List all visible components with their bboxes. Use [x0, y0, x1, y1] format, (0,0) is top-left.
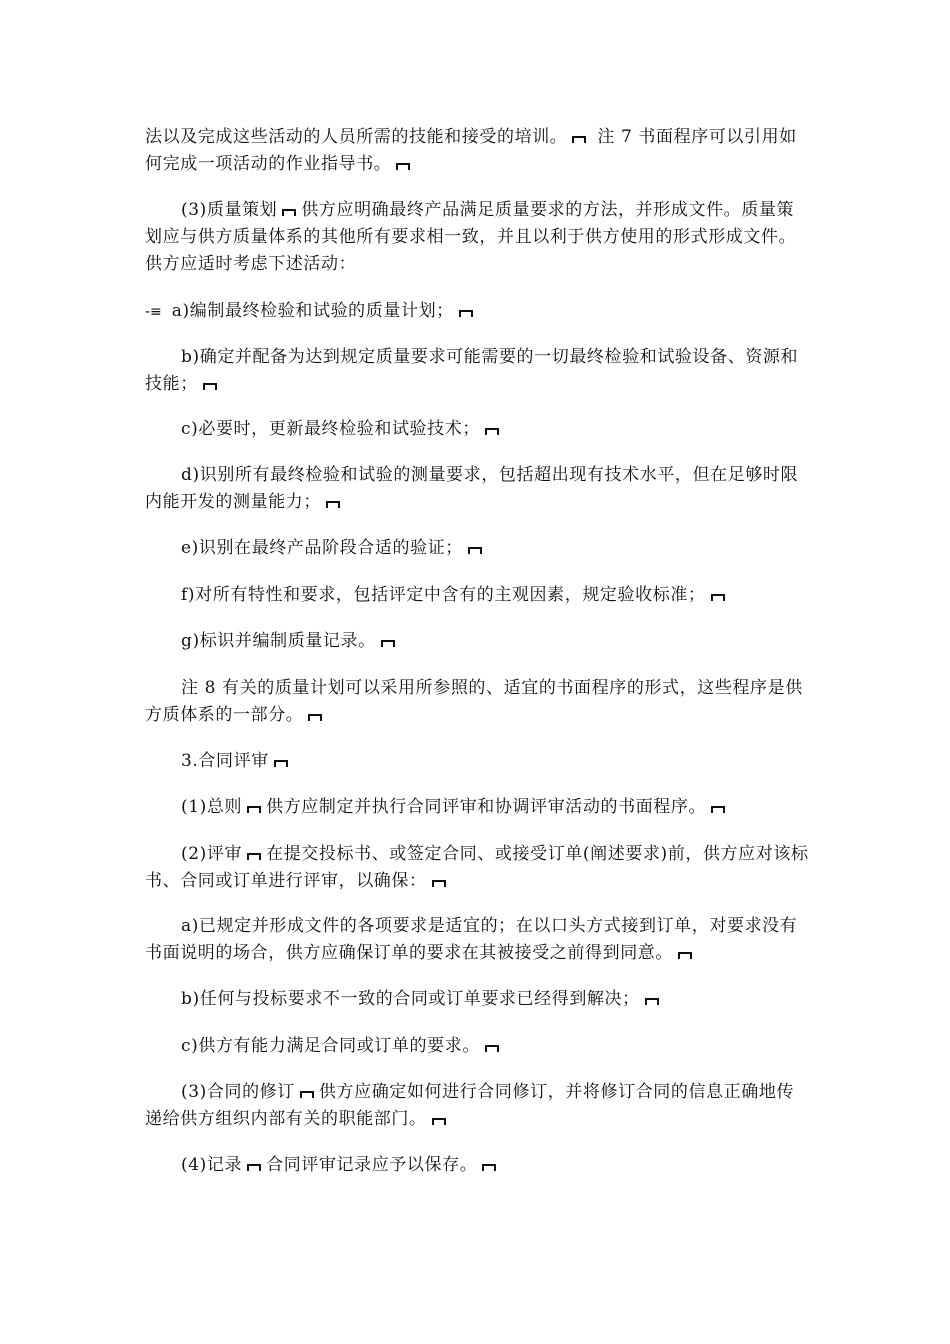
paragraph-mark-icon [282, 209, 296, 216]
paragraph-4 [145, 344, 810, 398]
paragraph-mark-icon [432, 1118, 446, 1125]
paragraph-mark-icon [678, 952, 692, 959]
paragraph-mark-icon [459, 310, 473, 317]
paragraph-mark-icon [711, 806, 725, 813]
paragraph-15 [145, 986, 810, 1013]
paragraph-13 [145, 841, 810, 895]
paragraph-mark-icon [300, 1091, 314, 1098]
paragraph-5-text: c)必要时，更新最终检验和试验技术； [181, 419, 480, 439]
paragraph-14 [145, 913, 810, 967]
paragraph-3 [145, 298, 810, 326]
paragraph-13-heading: (2)评审 [181, 844, 243, 864]
paragraph-17-text: 供方应确定如何进行合同修订，并将修订合同的信息正确地传递给供方组织内部有关的职能部门。 [145, 1082, 795, 1129]
paragraph-12-text: 供方应制定并执行合同评审和协调评审活动的书面程序。 [266, 797, 707, 817]
list-bullet-icon: -≡ [145, 304, 162, 320]
paragraph-1-text-a: 法以及完成这些活动的人员所需的技能和接受的培训。 [145, 127, 568, 147]
paragraph-16-text: c)供方有能力满足合同或订单的要求。 [181, 1036, 480, 1056]
paragraph-8-text: f)对所有特性和要求，包括评定中含有的主观因素，规定验收标准； [181, 585, 706, 605]
paragraph-17-heading: (3)合同的修订 [181, 1082, 295, 1102]
paragraph-6-text: d)识别所有最终检验和试验的测量要求，包括超出现有技术水平，但在足够时限内能开发的测量能力； [145, 465, 799, 512]
paragraph-10-text: 注 8 有关的质量计划可以采用所参照的、适宜的书面程序的形式，这些程序是供方质体系的一部分。 [145, 678, 803, 725]
paragraph-1-note: 注 7 书面程序可以引用如何完成一项活动的作业指导书。 [145, 127, 797, 174]
section-heading-text: 3.合同评审 [181, 751, 269, 771]
paragraph-18-heading: (4)记录 [181, 1155, 243, 1175]
paragraph-13-text: 在提交投标书、或签定合同、或接受订单(阐述要求)前，供方应对该标书、合同或订单进行评审，以确保： [145, 844, 809, 891]
paragraph-mark-icon [468, 547, 482, 554]
paragraph-mark-icon [247, 806, 261, 813]
paragraph-7-text: e)识别在最终产品阶段合适的验证； [181, 538, 463, 558]
paragraph-5 [145, 416, 810, 443]
paragraph-6 [145, 462, 810, 516]
section-heading [145, 748, 810, 775]
paragraph-12-heading: (1)总则 [181, 797, 243, 817]
paragraph-mark-icon [203, 383, 217, 390]
paragraph-mark-icon [396, 163, 410, 170]
paragraph-12 [145, 794, 810, 821]
paragraph-mark-icon [274, 760, 288, 767]
paragraph-mark-icon [482, 1164, 496, 1171]
paragraph-mark-icon [485, 1045, 499, 1052]
paragraph-mark-icon [381, 640, 395, 647]
paragraph-2 [145, 197, 810, 278]
paragraph-mark-icon [645, 998, 659, 1005]
paragraph-17 [145, 1079, 810, 1133]
paragraph-8 [145, 582, 810, 609]
paragraph-mark-icon [711, 594, 725, 601]
paragraph-15-text: b)任何与投标要求不一致的合同或订单要求已经得到解决； [181, 989, 640, 1009]
paragraph-18 [145, 1152, 810, 1179]
paragraph-mark-icon [247, 1164, 261, 1171]
paragraph-9-text: g)标识并编制质量记录。 [181, 631, 376, 651]
paragraph-7 [145, 535, 810, 562]
paragraph-2-heading: (3)质量策划 [181, 200, 278, 220]
paragraph-3-text: a)编制最终检验和试验的质量计划； [171, 301, 454, 321]
paragraph-4-text: b)确定并配备为达到规定质量要求可能需要的一切最终检验和试验设备、资源和技能； [145, 347, 799, 394]
paragraph-1 [145, 124, 810, 178]
paragraph-mark-icon [485, 428, 499, 435]
paragraph-16 [145, 1033, 810, 1060]
paragraph-2-text: 供方应明确最终产品满足质量要求的方法，并形成文件。质量策划应与供方质量体系的其他所有要求相一致，并且以利于供方使用的形式形成文件。供方应适时考虑下述活动： [145, 200, 797, 274]
paragraph-14-text: a)已规定并形成文件的各项要求是适宜的；在以口头方式接到订单，对要求没有书面说明的场合，供方应确保订单的要求在其被接受之前得到同意。 [145, 916, 798, 963]
paragraph-9 [145, 628, 810, 655]
paragraph-mark-icon [432, 880, 446, 887]
paragraph-mark-icon [247, 853, 261, 860]
paragraph-18-text: 合同评审记录应予以保存。 [266, 1155, 478, 1175]
paragraph-mark-icon [572, 136, 586, 143]
paragraph-10 [145, 675, 810, 729]
paragraph-mark-icon [308, 714, 322, 721]
paragraph-mark-icon [326, 501, 340, 508]
